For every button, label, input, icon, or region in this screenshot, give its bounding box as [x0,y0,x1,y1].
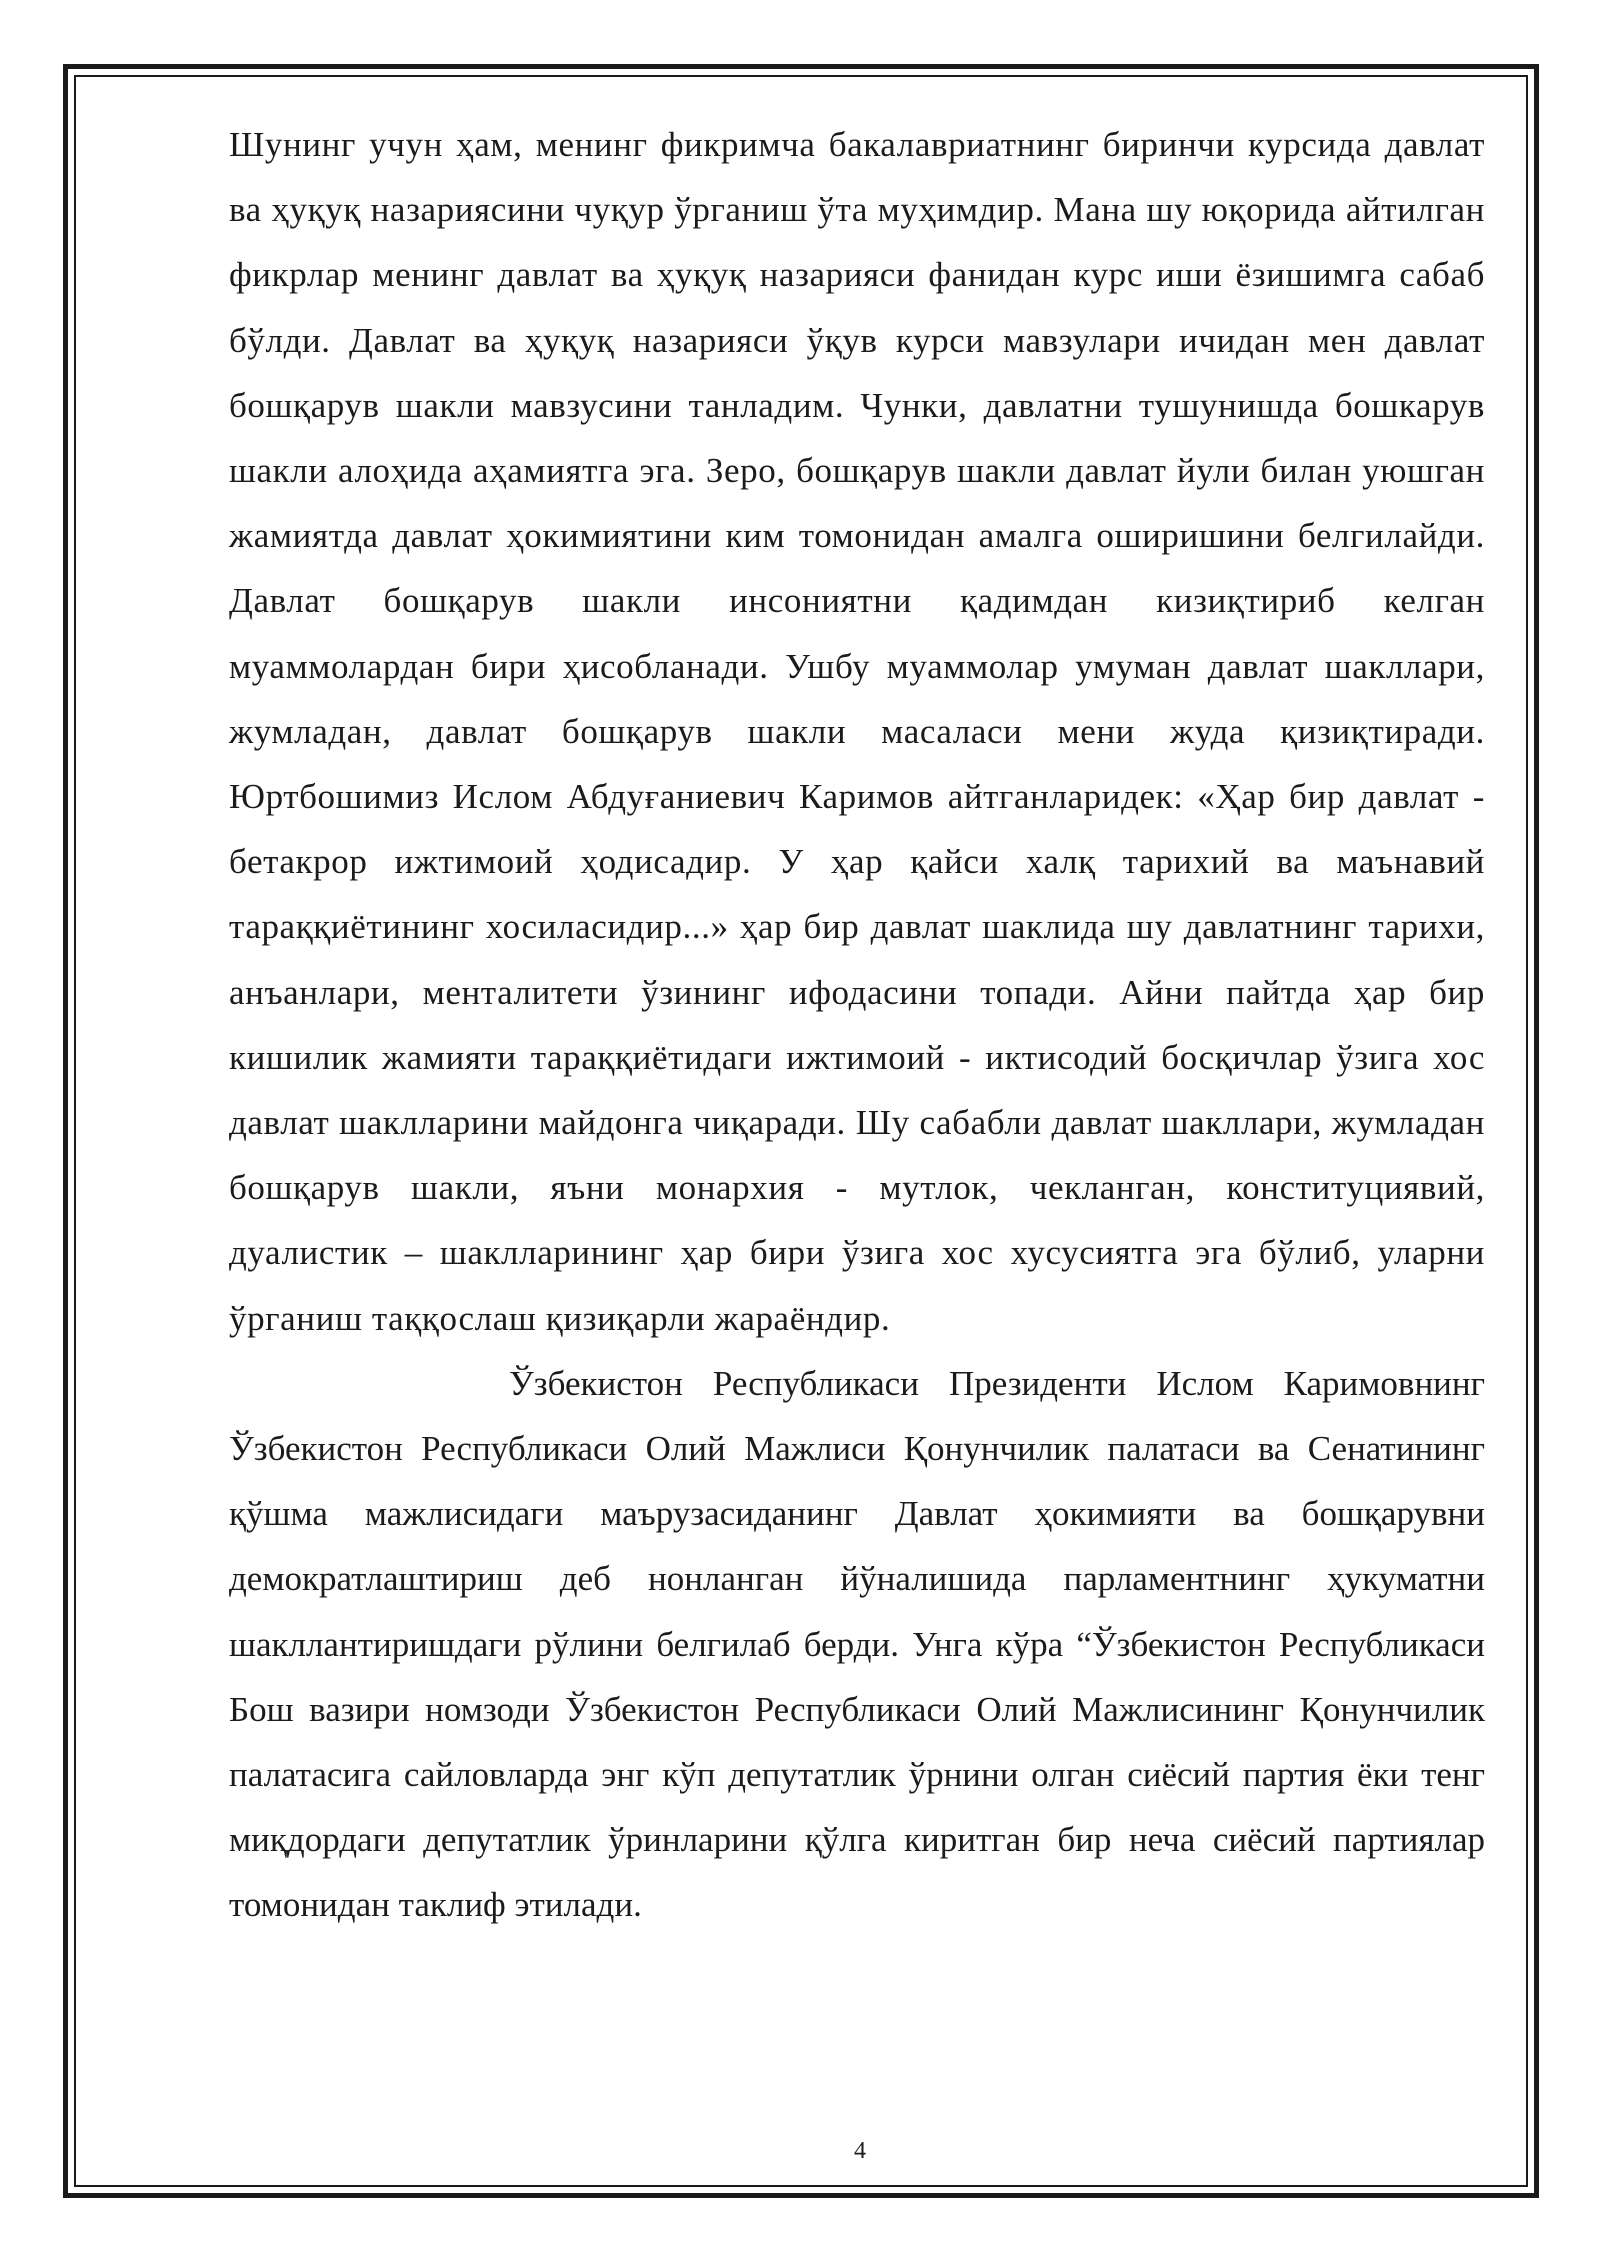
paragraph-2: Ўзбекистон Республикаси Президенти Ислом Каримовнинг Ўзбекистон Республикаси Олий Мажлиси Қонунчилик палатаси ва Сенатининг қўшма мажлисидаги маърузасиданинг Давлат ҳокимияти ва бошқарувни демократлаштириш деб нонланган йўналишида парламентнинг ҳукуматни шакллантиришдаги рўлини белгилаб берди. Унга кўра “Ўзбекистон Республикаси Бош вазири номзоди Ўзбекистон Республикаси Олий Мажлисининг Қонунчилик палатасига сайловларда энг кўп депутатлик ўрнини олган сиёсий партия ёки тенг миқдордаги депутатлик ўринларини қўлга киритган бир неча сиёсий партиялар томонидан таклиф этилади. [229,1363,1485,1925]
page-number: 4 [854,2138,866,2164]
paragraph-1: Шунинг учун ҳам, менинг фикримча бакалавриатнинг биринчи курсида давлат ва ҳуқуқ назариясини чуқур ўрганиш ўта муҳимдир. Мана шу юқорида айтилган фикрлар менинг давлат ва ҳуқуқ назарияси фанидан курс иши ёзишимга сабаб бўлди. Давлат ва ҳуқуқ назарияси ўқув курси мавзулари ичидан мен давлат бошқарув шакли мавзусини танладим. Чунки, давлатни тушунишда бошкарув шакли алоҳида аҳамиятга эга. Зеро, бошқарув шакли давлат йули билан уюшган жамиятда давлат ҳокимиятини ким томонидан амалга оширишини белгилайди. Давлат бошқарув шакли инсониятни қадимдан кизиқтириб келган муаммолардан бири ҳисобланади. Ушбу муаммолар умуман давлат шакллари, жумладан, давлат бошқарув шакли масаласи мени жуда қизиқтиради. Юртбошимиз Ислом Абдуғаниевич Каримов айтганларидек: «Ҳар бир давлат - бетакрор ижтимоий ҳодисадир. У ҳар қайси халқ тарихий ва маънавий тараққиётининг хосиласидир...» ҳар бир давлат шаклида шу давлатнинг тарихи, анъанлари, менталитети ўзининг ифодасини топади. Айни пайтда ҳар бир кишилик жамияти тараққиётидаги ижтимоий - иктисодий босқичлар ўзига хос давлат шаклларини майдонга чиқаради. Шу сабабли давлат шакллари, жумладан бошқарув шакли, яъни монархия - мутлок, чекланган, конституциявий, дуалистик – шаклларининг ҳар бири ўзига хос хусусиятга эга бўлиб, уларни ўрганиш таққослаш қизиқарли жараёндир. [229,125,1485,1338]
document-body [229,112,1485,1938]
